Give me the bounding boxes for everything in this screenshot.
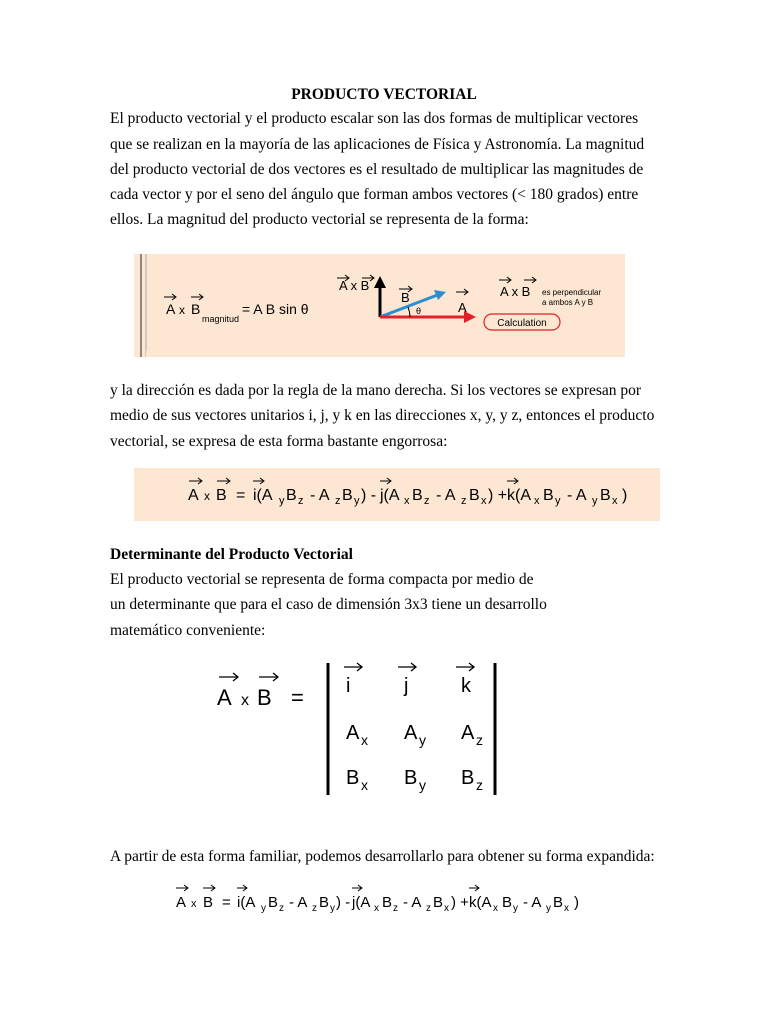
svg-text:- A: - A [289,894,308,911]
det-bx-sub: x [361,777,368,793]
svg-text:y: y [354,495,360,507]
svg-text:- A: - A [310,487,330,504]
formula-x: x [179,303,185,317]
svg-text:y: y [546,903,551,914]
svg-text:z: z [426,903,431,914]
svg-text:z: z [298,495,304,507]
section-heading: Determinante del Producto Vectorial [110,546,353,563]
diagram-axb-label: A x B [339,278,370,293]
determinant-figure [205,655,510,800]
svg-text:z: z [393,903,398,914]
svg-text:) -: ) - [361,487,377,504]
svg-text:- A: - A [403,894,422,911]
svg-text:B: B [216,487,227,504]
expanded-formula-box [134,468,660,521]
svg-text:) +: ) + [488,487,508,504]
det-by-base: B [404,767,418,789]
calculation-button[interactable] [484,314,560,330]
svg-text:x: x [374,903,379,914]
formula-b: B [191,301,201,317]
paragraph-2-line-3: vectorial, se expresa de esta forma bastante engorrosa: [110,433,448,450]
svg-text:B: B [469,487,480,504]
svg-text:A: A [188,487,199,504]
svg-text:i(A: i(A [253,487,273,504]
svg-text:y: y [279,495,285,507]
paragraph-1-line-3: del producto vectorial de dos vectores es el resultado de multiplicar las magnitudes de [110,161,644,178]
perp-note-line-2: a ambos A y B [542,298,594,307]
svg-text:B: B [502,894,513,911]
svg-text:i(A: i(A [237,894,256,911]
paragraph-3-line-1: El producto vectorial se representa de forma compacta por medio de [110,571,534,588]
det-j: j [404,675,409,697]
det-lhs-b: B [257,685,272,710]
paragraph-2-line-1: y la dirección es dada por la regla de la mano derecha. Si los vectores se expresan por [110,382,642,399]
svg-text:): ) [574,894,579,911]
magnitude-figure [134,254,625,357]
svg-text:x: x [612,495,618,507]
page-title: PRODUCTO VECTORIAL [291,86,477,103]
svg-text:B: B [342,487,353,504]
theta-label: θ [416,306,422,316]
paragraph-1-line-4: cada vector y por el seno del ángulo que forman ambos vectores (< 180 grados) entre [110,186,639,203]
svg-text:- A: - A [436,487,456,504]
svg-text:k(A: k(A [507,487,531,504]
svg-text:B: B [553,894,564,911]
svg-text:B: B [433,894,444,911]
svg-text:- A: - A [523,894,542,911]
svg-text:- A: - A [567,487,587,504]
svg-text:z: z [279,903,284,914]
svg-text:B: B [412,487,423,504]
det-bx-base: B [346,767,360,789]
vector-a-label: A [458,300,467,315]
det-ax-sub: x [361,732,368,748]
paragraph-3-line-2: un determinante que para el caso de dimensión 3x3 tiene un desarrollo [110,596,547,613]
svg-text:x: x [191,898,197,910]
svg-text:B: B [203,894,214,911]
det-lhs-a: A [217,685,232,710]
formula-a: A [166,301,176,317]
det-i: i [346,675,351,697]
svg-text:B: B [600,487,611,504]
svg-text:x: x [481,495,487,507]
svg-text:=: = [222,894,231,911]
vector-b-label: B [401,290,410,305]
paragraph-1-line-2: que se realizan en la mayoría de las aplicaciones de Física y Astronomía. La magnitud [110,136,645,153]
det-by-sub: y [419,777,426,793]
det-bz-sub: z [476,777,483,793]
svg-text:x: x [534,495,540,507]
paragraph-1-line-1: El producto vectorial y el producto escalar son las dos formas de multiplicar vectores [110,110,639,127]
svg-text:B: B [543,487,554,504]
svg-text:x: x [204,489,210,503]
svg-text:B: B [319,894,330,911]
svg-text:y: y [592,495,598,507]
svg-text:=: = [236,487,246,504]
calculation-button-label: Calculation [497,318,547,329]
det-equals: = [291,685,304,710]
det-lhs-x: x [241,692,249,709]
svg-text:z: z [335,495,341,507]
det-k: k [461,675,471,697]
svg-text:y: y [261,903,266,914]
det-ax-base: A [346,722,360,744]
det-az-sub: z [476,732,483,748]
svg-text:B: B [268,894,279,911]
paragraph-2-line-2: medio de sus vectores unitarios i, j, y k en las direcciones x, y, y z, entonces el producto [110,407,655,424]
svg-text:z: z [424,495,430,507]
svg-text:) -: ) - [336,894,351,911]
svg-text:): ) [622,487,628,504]
perp-note-line-1: es perpendicular [542,288,602,297]
svg-text:x: x [564,903,569,914]
svg-text:) +: ) + [451,894,469,911]
svg-text:y: y [513,903,518,914]
paragraph-4: A partir de esta forma familiar, podemos desarrollarlo para obtener su forma expandida: [110,848,655,865]
det-ay-base: A [404,722,418,744]
svg-text:j(A: j(A [352,894,371,911]
svg-text:B: B [382,894,393,911]
svg-text:x: x [493,903,498,914]
svg-text:B: B [286,487,297,504]
svg-text:y: y [330,903,335,914]
det-ay-sub: y [419,732,426,748]
paragraph-3-line-3: matemático conveniente: [110,622,266,639]
paragraph-1-line-5: ellos. La magnitud del producto vectorial se representa de la forma: [110,211,529,228]
svg-text:x: x [404,495,410,507]
det-bz-base: B [461,767,475,789]
svg-text:x: x [444,903,449,914]
det-az-base: A [461,722,475,744]
svg-text:j(A: j(A [380,487,400,504]
formula-rhs: = A B sin θ [242,301,309,317]
svg-text:z: z [312,903,317,914]
svg-text:z: z [461,495,467,507]
perp-axb-label: A x B [500,284,531,299]
formula-subscript: magnitud [202,314,240,324]
svg-text:A: A [176,894,187,911]
svg-text:y: y [555,495,561,507]
final-expanded-formula [170,882,590,917]
svg-text:k(A: k(A [469,894,492,911]
